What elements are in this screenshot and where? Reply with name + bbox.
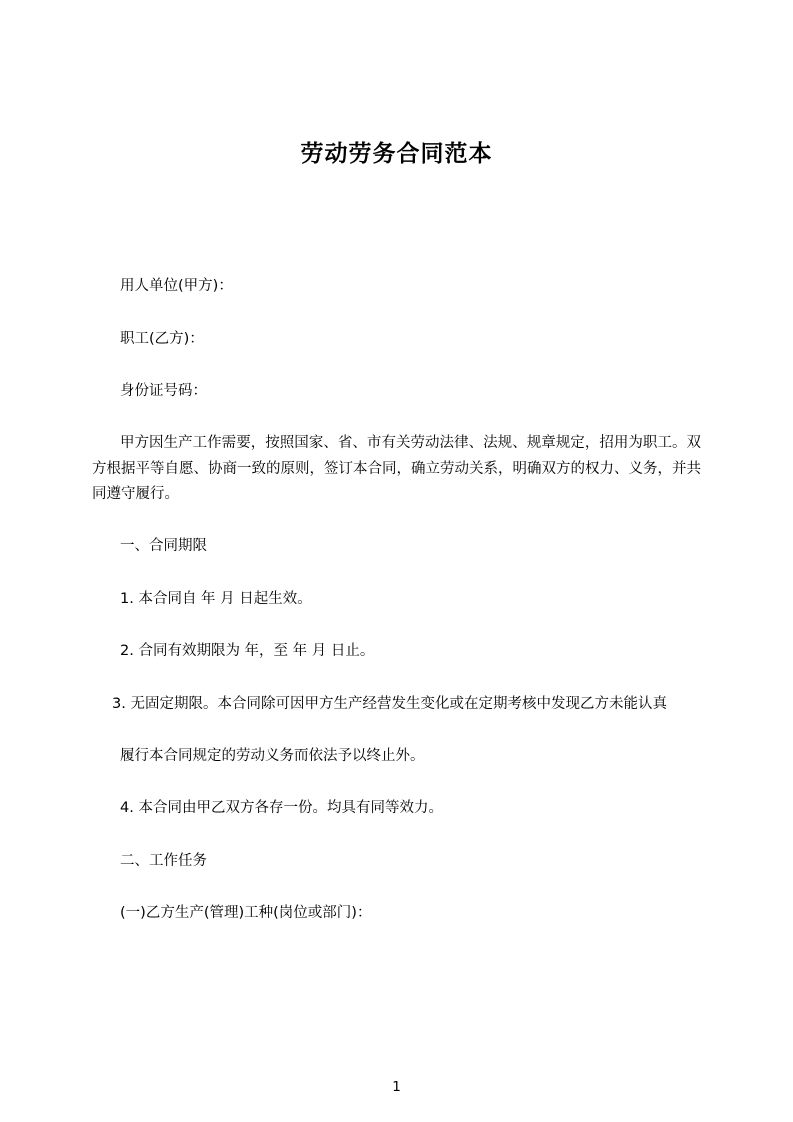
document-body bbox=[92, 274, 701, 926]
paragraph-clause-1-3-continued: 履行本合同规定的劳动义务而依法予以终止外。 bbox=[120, 747, 425, 764]
page-number: 1 bbox=[392, 1079, 401, 1095]
paragraph-clause-1-1: 1. 本合同自 年 月 日起生效。 bbox=[120, 590, 312, 607]
paragraph-employer-line: 用人单位(甲方)： bbox=[120, 278, 233, 295]
heading-section-1: 一、合同期限 bbox=[120, 538, 207, 555]
heading-section-2: 二、工作任务 bbox=[120, 852, 207, 869]
paragraph-clause-1-2: 2. 合同有效期限为 年，至 年 月 日止。 bbox=[120, 643, 375, 660]
paragraph-clause-2-1: (一)乙方生产(管理)工种(岗位或部门)： bbox=[120, 905, 372, 922]
paragraph-employee-line: 职工(乙方)： bbox=[120, 330, 204, 347]
page-title: 劳动劳务合同范本 bbox=[300, 141, 493, 167]
paragraph-clause-1-4: 4. 本合同由甲乙双方各存一份。均具有同等效力。 bbox=[120, 800, 443, 817]
paragraph-id-number-line: 身份证号码： bbox=[120, 382, 207, 399]
paragraph-clause-1-3: 3. 无固定期限。本合同除可因甲方生产经营发生变化或在定期考核中发现乙方未能认真 bbox=[112, 695, 667, 712]
paragraph-preamble: 甲方因生产工作需要，按照国家、省、市有关劳动法律、法规、规章规定，招用为职工。双方根据平等自愿、协商一致的原则，签订本合同，确立劳动关系，明确双方的权力、义务，并共同遵守履行。 bbox=[92, 435, 701, 503]
